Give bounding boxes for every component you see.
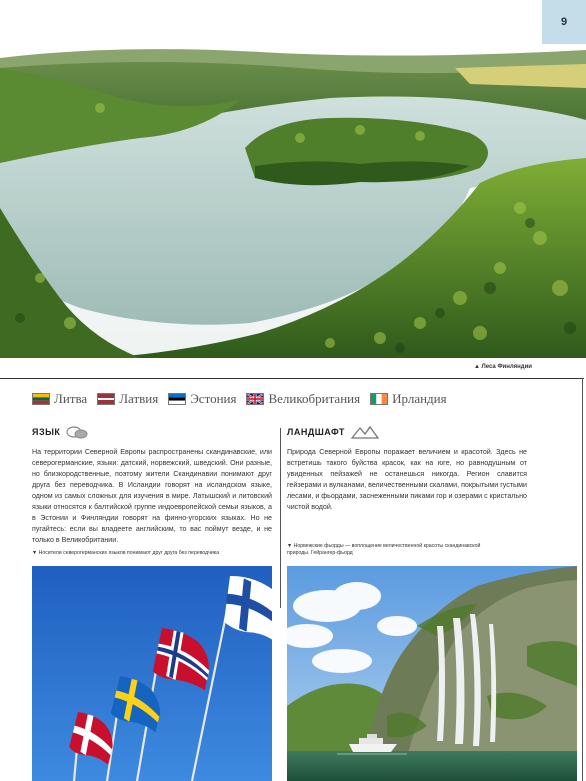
right-margin-line	[582, 378, 583, 781]
country-name: Литва	[54, 391, 88, 406]
country-name: Великобритания	[268, 391, 361, 406]
top-photo-caption: ▲ Леса Финляндии	[473, 364, 532, 370]
landscape-section	[287, 425, 527, 513]
speech-bubbles-icon	[66, 426, 88, 439]
country-name: Латвия	[119, 391, 159, 406]
mountains-icon	[351, 425, 379, 439]
uk-flag-icon	[246, 393, 264, 405]
country-latvia	[97, 391, 158, 407]
country-list	[32, 391, 572, 407]
lithuania-flag-icon	[32, 393, 50, 405]
landscape-text: Природа Северной Европы поражает величием и красотой. Здесь не встретишь такого буйства красок, как на юге, но равнодушным от увиденных пейзажей не останешься никогда. Регион славится гейзерами и вулканами, величественными скалами, покрытыми густыми лесами, и фьордами, заснеженными пиками гор и озерами с кристально чистой водой.	[287, 448, 527, 511]
fjord-photo-caption: ▼ Норвежские фьорды — воплощение величественной красоты скандинавской природы. Гейрангер-фьорд	[287, 543, 481, 556]
country-name: Эстония	[190, 391, 237, 406]
country-lithuania	[32, 391, 87, 407]
country-estonia	[168, 391, 236, 407]
country-ireland	[370, 391, 446, 407]
estonia-flag-icon	[168, 393, 186, 405]
flags-photo-caption: ▼ Носители северогерманских языков понимают друг друга без переводчика	[32, 550, 220, 556]
country-uk	[246, 391, 360, 407]
landscape-heading	[287, 425, 527, 439]
nordic-flags-photo	[32, 566, 272, 781]
landscape-title: ЛАНДШАФТ	[287, 427, 345, 437]
language-text: На территории Северной Европы распространены скандинавские, или северогерманские, языки: датский, норвежский, шведский. Они разные, но близкородственные, поэтому жители Скандинавии понимают друг друга без переводчика. В Исландии говорят на исландском языке, одном из самых сложных для изучения в мире. Латышский и литовский языки относятся к балтийской группе индоевропейской семьи языков, а в Эстонии и Финляндии говорят на финно-угорских языках. Но не пугайтесь: если вы владеете английским, то вас поймут везде, и не только в Великобритании.	[32, 448, 272, 544]
latvia-flag-icon	[97, 393, 115, 405]
country-name: Ирландия	[392, 391, 447, 406]
finland-forest-lake-photo	[0, 38, 586, 358]
language-title: ЯЗЫК	[32, 427, 61, 437]
page-number: 9	[542, 0, 586, 44]
language-heading	[32, 425, 272, 439]
geiranger-fjord-photo	[287, 566, 577, 781]
horizontal-rule	[0, 378, 584, 379]
language-section	[32, 425, 272, 546]
ireland-flag-icon	[370, 393, 388, 405]
column-divider	[280, 428, 281, 608]
